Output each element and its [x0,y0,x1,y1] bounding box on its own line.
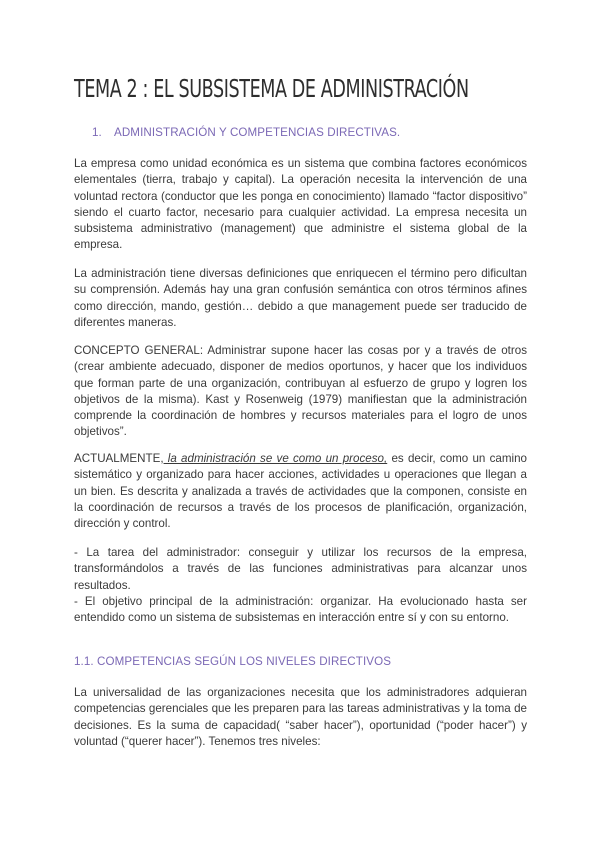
section-number: 1. [92,126,102,139]
paragraph-general-concept: CONCEPTO GENERAL: Administrar supone hacer las cosas por y a través de otros (crear ambiente adecuado, disponer de medios oportunos, y hacer que los individuos que forman parte de una organización, contribuyan al esfuerzo de grupo y logren los objetivos de la misma). Kast y Rosenweig (1979) manifiestan que la administración comprende la coordinación de hombres y recursos materiales para el logro de unos objetivos”. [74,344,527,439]
process-emphasis: la administración se ve como un proceso, [163,452,388,465]
paragraph-currently [74,451,527,532]
section-heading-1 [92,126,400,139]
currently-lead: ACTUALMENTE, [74,452,164,465]
paragraph-universality: La universalidad de las organizaciones necesita que los administradores adquieran competencias gerenciales que les preparen para las tareas administrativas y la toma de decisiones. Es la suma de capacidad( “saber hacer”), oportunidad (“poder hacer”) y voluntad (“querer hacer”). Tenemos tres niveles: [74,686,527,748]
section-heading-text: ADMINISTRACIÓN Y COMPETENCIAS DIRECTIVAS. [114,126,401,139]
paragraph-intro: La empresa como unidad económica es un sistema que combina factores económicos elementales (tierra, trabajo y capital). La operación necesita la intervención de una voluntad rectora (conductor que les ponga en conocimiento) llamado “factor dispositivo” siendo el cuarto factor, necesario para cualquier actividad. La empresa necesita un subsistema administrativo (management) que administre el sistema global de la empresa. [74,157,527,252]
currently-rest: es decir, como un camino sistemático y organizado para hacer acciones, actividades u operaciones que llegan a un bien. Es descrita y analizada a través de actividades que la componen, consiste en la coordinación de recursos a través de los procesos de planificación, organización, dirección y control. [74,452,527,531]
section-heading-1-1: 1.1. COMPETENCIAS SEGÚN LOS NIVELES DIRECTIVOS [74,655,392,668]
document-title: TEMA 2 : EL SUBSISTEMA DE ADMINISTRACIÓN [74,74,469,103]
objective-item: - El objetivo principal de la administración: organizar. Ha evolucionado hasta ser entendido como un sistema de subsistemas en interacción entre sí y con su entorno. [74,594,527,625]
paragraph-administrator-tasks [74,545,527,626]
task-item: - La tarea del administrador: conseguir y utilizar los recursos de la empresa, transformándolos a través de las funciones administrativas para alcanzar unos resultados. [74,546,527,592]
paragraph-definitions: La administración tiene diversas definiciones que enriquecen el término pero dificultan su comprensión. Además hay una gran confusión semántica con otros términos afines como dirección, mando, gestión… debido a que management puede ser traducido de diferentes maneras. [74,267,527,329]
